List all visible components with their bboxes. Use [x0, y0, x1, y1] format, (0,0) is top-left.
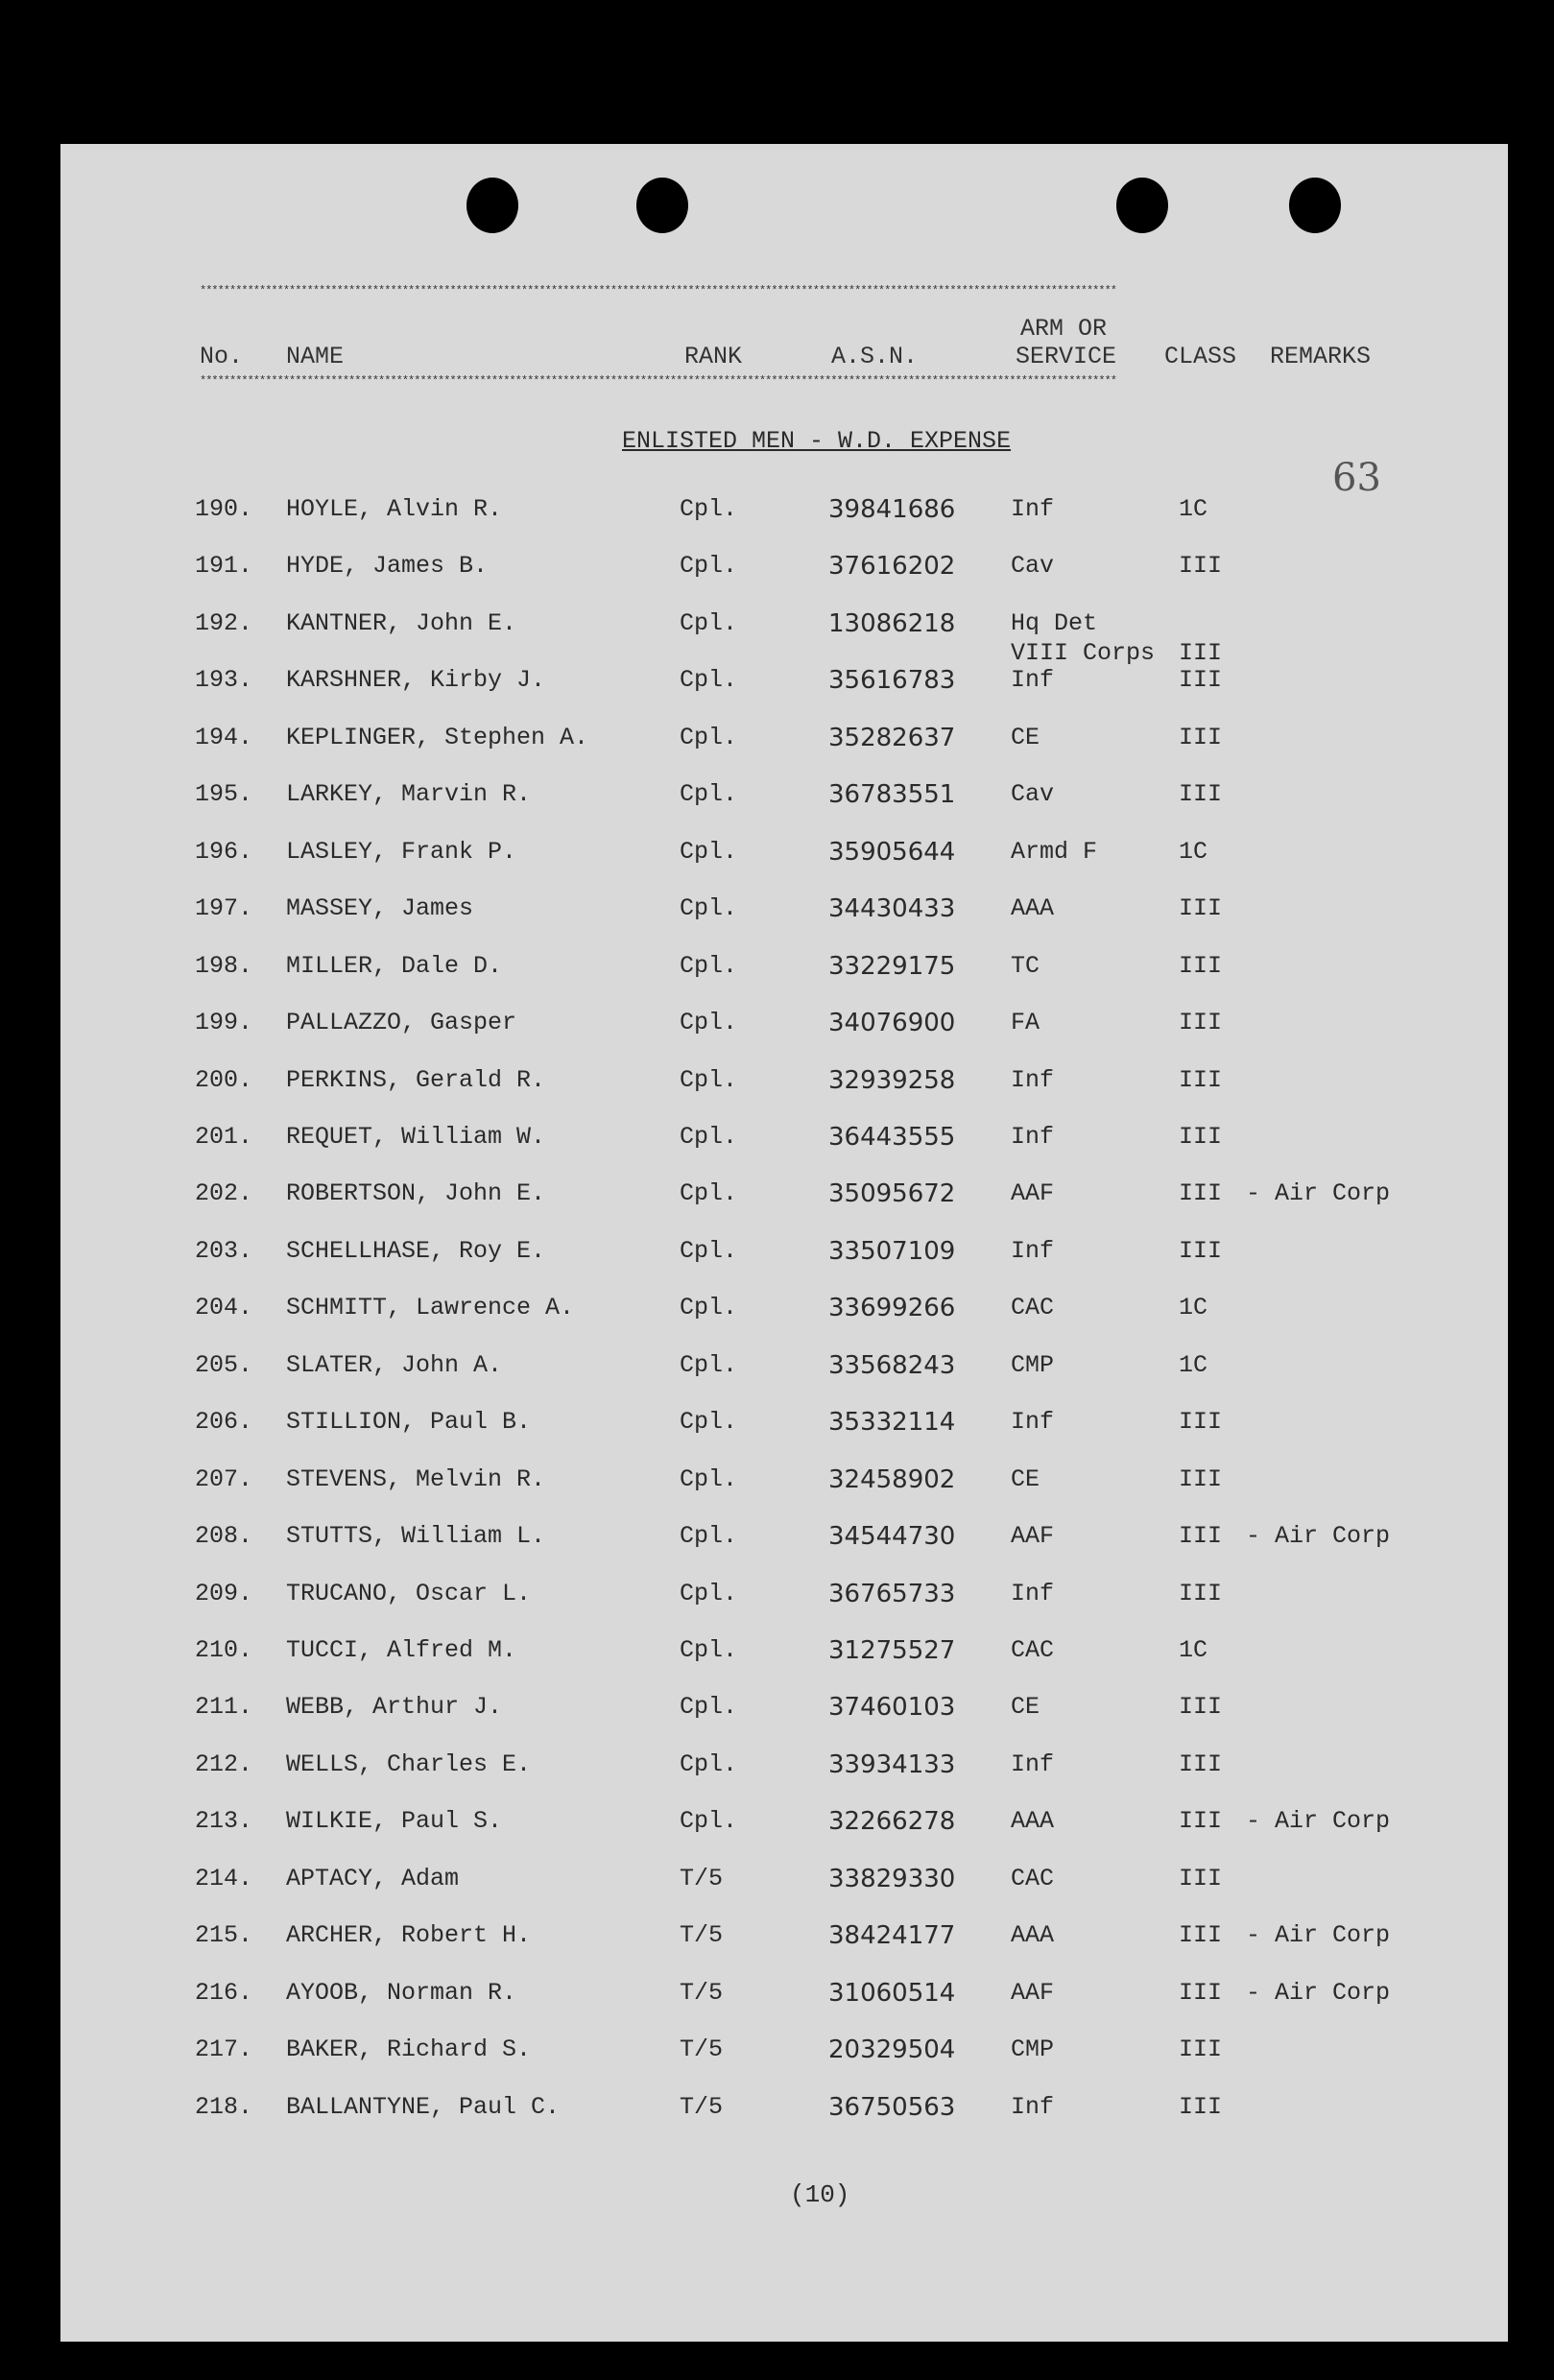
entry-remarks: - Air Corp: [1246, 1921, 1391, 1950]
entry-number: 204.: [195, 1294, 253, 1322]
entry-arm-service: AAF: [1011, 1522, 1055, 1551]
entry-name: MILLER, Dale D.: [286, 951, 503, 980]
header-remarks: REMARKS: [1270, 343, 1372, 370]
entry-rank: Cpl.: [680, 495, 738, 523]
entry-name: SCHMITT, Lawrence A.: [286, 1294, 575, 1322]
entry-rank: Cpl.: [680, 1179, 738, 1208]
entry-name: KEPLINGER, Stephen A.: [286, 723, 589, 751]
table-row: [60, 1009, 1508, 1047]
entry-class: III: [1179, 1579, 1223, 1607]
entry-asn: 36765733: [828, 1579, 956, 1608]
entry-class: III: [1179, 1065, 1223, 1094]
entry-name: WEBB, Arthur J.: [286, 1693, 503, 1722]
entry-asn: 31275527: [828, 1636, 956, 1665]
entry-arm-service: Inf: [1011, 1122, 1055, 1151]
entry-asn: 39841686: [828, 495, 956, 524]
entry-arm-service: CE: [1011, 723, 1040, 751]
entry-rank: Cpl.: [680, 837, 738, 866]
entry-asn: 33829330: [828, 1864, 956, 1893]
entry-remarks: - Air Corp: [1246, 1807, 1391, 1836]
entry-number: 193.: [195, 666, 253, 695]
entry-number: 216.: [195, 1978, 253, 2007]
entry-asn: 34076900: [828, 1009, 956, 1038]
entry-rank: T/5: [680, 1978, 724, 2007]
entry-number: 208.: [195, 1522, 253, 1551]
entry-arm-service: AAF: [1011, 1978, 1055, 2007]
entry-number: 209.: [195, 1579, 253, 1607]
entry-class: III: [1179, 1179, 1223, 1208]
entry-asn: 32266278: [828, 1807, 956, 1837]
table-row: [60, 1979, 1508, 2017]
table-row: [60, 666, 1508, 704]
entry-rank: Cpl.: [680, 1294, 738, 1322]
table-row: [60, 1522, 1508, 1560]
entry-name: KARSHNER, Kirby J.: [286, 666, 546, 695]
entry-number: 215.: [195, 1921, 253, 1950]
entry-arm-service: Cav: [1011, 552, 1055, 581]
entry-name: HYDE, James B.: [286, 552, 489, 581]
entry-asn: 38424177: [828, 1921, 956, 1951]
entry-name: WILKIE, Paul S.: [286, 1807, 503, 1836]
entry-class: III: [1179, 1408, 1223, 1437]
entry-class: III: [1179, 1236, 1223, 1265]
table-row: [60, 1408, 1508, 1446]
entry-class: III: [1179, 552, 1223, 581]
entry-name: PERKINS, Gerald R.: [286, 1065, 546, 1094]
entry-arm-service-line2: VIII Corps: [1011, 638, 1156, 667]
header-service: SERVICE: [1016, 343, 1117, 370]
entry-arm-service: CMP: [1011, 1350, 1055, 1379]
entry-rank: Cpl.: [680, 1408, 738, 1437]
entry-asn: 34430433: [828, 894, 956, 924]
entry-class: III: [1179, 1693, 1223, 1722]
entry-remarks: - Air Corp: [1246, 1522, 1391, 1551]
entry-number: 207.: [195, 1464, 253, 1493]
entry-number: 212.: [195, 1749, 253, 1778]
entry-class: III: [1179, 894, 1223, 923]
entry-class: III: [1179, 1978, 1223, 2007]
entry-name: APTACY, Adam: [286, 1864, 460, 1892]
table-row: [60, 2093, 1508, 2131]
entry-rank: Cpl.: [680, 1636, 738, 1664]
entry-name: SLATER, John A.: [286, 1350, 503, 1379]
entry-arm-service: AAA: [1011, 894, 1055, 923]
entry-rank: Cpl.: [680, 1749, 738, 1778]
entry-class: III: [1179, 2092, 1223, 2121]
table-row: [60, 1865, 1508, 1903]
punch-hole: [1116, 178, 1168, 233]
entry-name: STILLION, Paul B.: [286, 1408, 532, 1437]
entry-arm-service: CE: [1011, 1693, 1040, 1722]
entry-number: 213.: [195, 1807, 253, 1836]
table-row: [60, 1179, 1508, 1218]
entry-class: III: [1179, 951, 1223, 980]
entry-asn: 35616783: [828, 666, 956, 696]
entry-name: LASLEY, Frank P.: [286, 837, 517, 866]
table-row: [60, 495, 1508, 534]
document-page: [60, 144, 1508, 2342]
separator-bottom: **********************************************************************************************************************************************************: [200, 374, 1116, 388]
page-number-mark: 63: [1332, 456, 1381, 500]
entry-number: 211.: [195, 1693, 253, 1722]
entry-name: ROBERTSON, John E.: [286, 1179, 546, 1208]
entry-rank: T/5: [680, 2092, 724, 2121]
table-row: [60, 1693, 1508, 1731]
entry-class: III: [1179, 638, 1223, 667]
table-row: [60, 724, 1508, 762]
entry-name: LARKEY, Marvin R.: [286, 780, 532, 809]
entry-arm-service: Inf: [1011, 1579, 1055, 1607]
entry-rank: Cpl.: [680, 1122, 738, 1151]
entry-remarks: - Air Corp: [1246, 1978, 1391, 2007]
entry-name: STEVENS, Melvin R.: [286, 1464, 546, 1493]
entry-number: 217.: [195, 2035, 253, 2064]
entry-rank: Cpl.: [680, 723, 738, 751]
table-row: [60, 780, 1508, 819]
entry-rank: Cpl.: [680, 780, 738, 809]
entry-class: 1C: [1179, 1636, 1208, 1664]
entry-asn: 32939258: [828, 1065, 956, 1095]
entry-rank: T/5: [680, 1864, 724, 1892]
entry-number: 203.: [195, 1236, 253, 1265]
entry-number: 210.: [195, 1636, 253, 1664]
entry-class: III: [1179, 1464, 1223, 1493]
entry-name: TRUCANO, Oscar L.: [286, 1579, 532, 1607]
page-footer-number: (10): [790, 2180, 850, 2209]
header-class: CLASS: [1164, 343, 1237, 370]
entry-number: 200.: [195, 1065, 253, 1094]
header-rank: RANK: [684, 343, 743, 370]
entry-remarks: - Air Corp: [1246, 1179, 1391, 1208]
entry-class: III: [1179, 1522, 1223, 1551]
entry-name: SCHELLHASE, Roy E.: [286, 1236, 546, 1265]
entry-asn: 32458902: [828, 1464, 956, 1494]
entry-asn: 35282637: [828, 723, 956, 752]
entry-name: KANTNER, John E.: [286, 608, 517, 637]
entry-class: III: [1179, 666, 1223, 695]
entry-name: BAKER, Richard S.: [286, 2035, 532, 2064]
table-row: [60, 952, 1508, 990]
entry-asn: 33507109: [828, 1236, 956, 1266]
entry-arm-service: Inf: [1011, 1408, 1055, 1437]
entry-rank: Cpl.: [680, 1522, 738, 1551]
punch-hole: [1289, 178, 1341, 233]
entry-number: 206.: [195, 1408, 253, 1437]
entry-name: WELLS, Charles E.: [286, 1749, 532, 1778]
punch-hole: [466, 178, 518, 233]
entry-arm-service: Inf: [1011, 2092, 1055, 2121]
entry-rank: Cpl.: [680, 1065, 738, 1094]
entry-arm-service: Inf: [1011, 1065, 1055, 1094]
entry-arm-service: AAA: [1011, 1807, 1055, 1836]
entry-asn: 34544730: [828, 1522, 956, 1552]
entry-number: 218.: [195, 2092, 253, 2121]
entry-class: III: [1179, 2035, 1223, 2064]
entry-name: MASSEY, James: [286, 894, 474, 923]
entry-asn: 36750563: [828, 2092, 956, 2122]
entry-asn: 37616202: [828, 552, 956, 582]
table-row: [60, 1351, 1508, 1390]
entry-rank: Cpl.: [680, 1579, 738, 1607]
entry-arm-service: CAC: [1011, 1294, 1055, 1322]
entry-arm-service: CAC: [1011, 1636, 1055, 1664]
entry-rank: T/5: [680, 2035, 724, 2064]
entry-name: TUCCI, Alfred M.: [286, 1636, 517, 1664]
entry-arm-service: Inf: [1011, 1749, 1055, 1778]
table-row: [60, 1123, 1508, 1161]
entry-number: 190.: [195, 495, 253, 523]
table-row: [60, 1807, 1508, 1845]
table-row: [60, 552, 1508, 590]
entry-class: III: [1179, 1921, 1223, 1950]
entry-number: 191.: [195, 552, 253, 581]
entry-number: 192.: [195, 608, 253, 637]
entry-class: III: [1179, 1864, 1223, 1892]
entry-class: III: [1179, 1009, 1223, 1037]
entry-asn: 31060514: [828, 1978, 956, 2008]
entry-name: BALLANTYNE, Paul C.: [286, 2092, 561, 2121]
table-row: [60, 1580, 1508, 1618]
entry-name: PALLAZZO, Gasper: [286, 1009, 517, 1037]
entry-number: 197.: [195, 894, 253, 923]
entry-rank: Cpl.: [680, 1464, 738, 1493]
table-row: [60, 608, 1508, 667]
entry-number: 196.: [195, 837, 253, 866]
entry-class: III: [1179, 1807, 1223, 1836]
entry-asn: 33699266: [828, 1294, 956, 1323]
entry-class: III: [1179, 1122, 1223, 1151]
entry-name: REQUET, William W.: [286, 1122, 546, 1151]
punch-hole: [636, 178, 688, 233]
entry-asn: 33568243: [828, 1350, 956, 1380]
entry-asn: 36783551: [828, 780, 956, 810]
entry-name: HOYLE, Alvin R.: [286, 495, 503, 523]
entry-asn: 35905644: [828, 837, 956, 867]
table-row: [60, 1465, 1508, 1504]
entry-number: 198.: [195, 951, 253, 980]
header-arm: ARM OR: [1020, 315, 1108, 343]
entry-number: 214.: [195, 1864, 253, 1892]
entry-rank: Cpl.: [680, 666, 738, 695]
table-row: [60, 1636, 1508, 1675]
entry-asn: 13086218: [828, 608, 956, 638]
entry-rank: Cpl.: [680, 552, 738, 581]
entry-rank: Cpl.: [680, 1236, 738, 1265]
entry-rank: Cpl.: [680, 1693, 738, 1722]
entry-arm-service: CMP: [1011, 2035, 1055, 2064]
entry-number: 194.: [195, 723, 253, 751]
entry-arm-service: AAA: [1011, 1921, 1055, 1950]
table-row: [60, 1921, 1508, 1960]
separator-top: **********************************************************************************************************************************************************: [200, 284, 1116, 298]
table-row: [60, 1237, 1508, 1275]
entry-number: 205.: [195, 1350, 253, 1379]
entry-rank: Cpl.: [680, 1009, 738, 1037]
entry-rank: Cpl.: [680, 951, 738, 980]
entry-rank: Cpl.: [680, 1807, 738, 1836]
entry-asn: 35332114: [828, 1408, 956, 1438]
entry-class: III: [1179, 1749, 1223, 1778]
table-row: [60, 894, 1508, 933]
entry-arm-service: AAF: [1011, 1179, 1055, 1208]
entry-class: 1C: [1179, 1350, 1208, 1379]
entry-class: 1C: [1179, 837, 1208, 866]
header-no: No.: [200, 343, 244, 370]
entry-asn: 36443555: [828, 1122, 956, 1152]
entry-rank: T/5: [680, 1921, 724, 1950]
table-row: [60, 2035, 1508, 2074]
entry-asn: 33229175: [828, 951, 956, 981]
entry-arm-service: Inf: [1011, 1236, 1055, 1265]
entry-arm-service: Armd F: [1011, 837, 1098, 866]
entry-arm-service: TC: [1011, 951, 1040, 980]
entry-class: 1C: [1179, 1294, 1208, 1322]
table-row: [60, 1750, 1508, 1789]
entry-number: 202.: [195, 1179, 253, 1208]
entry-rank: Cpl.: [680, 608, 738, 637]
entry-arm-service: Hq Det: [1011, 608, 1098, 637]
entry-asn: 37460103: [828, 1693, 956, 1723]
table-row: [60, 838, 1508, 876]
entry-number: 201.: [195, 1122, 253, 1151]
entry-name: STUTTS, William L.: [286, 1522, 546, 1551]
entry-number: 195.: [195, 780, 253, 809]
header-asn: A.S.N.: [831, 343, 919, 370]
entry-arm-service: Cav: [1011, 780, 1055, 809]
table-row: [60, 1294, 1508, 1332]
entry-rank: Cpl.: [680, 1350, 738, 1379]
entry-arm-service: Inf: [1011, 495, 1055, 523]
entry-class: III: [1179, 723, 1223, 751]
table-row: [60, 1066, 1508, 1105]
section-title: ENLISTED MEN - W.D. EXPENSE: [622, 427, 1012, 455]
entry-name: ARCHER, Robert H.: [286, 1921, 532, 1950]
entry-asn: 35095672: [828, 1179, 956, 1209]
entry-name: AYOOB, Norman R.: [286, 1978, 517, 2007]
entry-class: 1C: [1179, 495, 1208, 523]
entry-rank: Cpl.: [680, 894, 738, 923]
header-name: NAME: [286, 343, 345, 370]
entry-asn: 20329504: [828, 2035, 956, 2065]
entry-arm-service: Inf: [1011, 666, 1055, 695]
entry-arm-service: FA: [1011, 1009, 1040, 1037]
entry-number: 199.: [195, 1009, 253, 1037]
entry-asn: 33934133: [828, 1749, 956, 1779]
entry-arm-service: CAC: [1011, 1864, 1055, 1892]
entry-arm-service: CE: [1011, 1464, 1040, 1493]
entry-class: III: [1179, 780, 1223, 809]
